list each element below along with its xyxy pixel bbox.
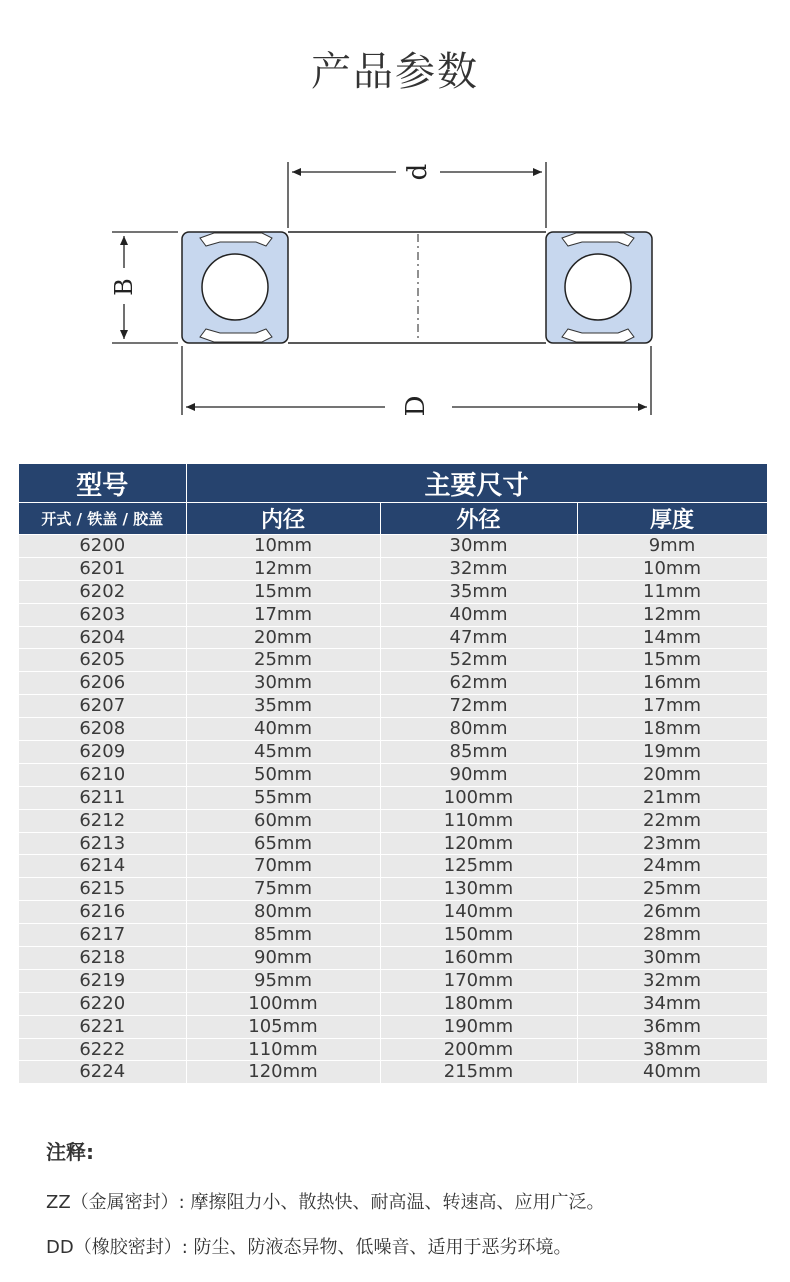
page-title: 产品参数 bbox=[311, 49, 479, 95]
outer-diameter-dimension bbox=[182, 346, 651, 416]
header-main-dims: 主要尺寸 bbox=[186, 464, 767, 503]
spec-table-body bbox=[19, 535, 767, 1084]
cell-outer: 35mm bbox=[380, 580, 577, 603]
table-row bbox=[19, 557, 767, 580]
cell-outer: 72mm bbox=[380, 695, 577, 718]
cell-inner: 10mm bbox=[186, 535, 380, 558]
cell-model: 6219 bbox=[19, 969, 186, 992]
cell-model: 6201 bbox=[19, 557, 186, 580]
cell-inner: 105mm bbox=[186, 1015, 380, 1038]
header-inner-diameter: 内径 bbox=[186, 503, 380, 535]
cell-thickness: 38mm bbox=[577, 1038, 767, 1061]
cell-outer: 47mm bbox=[380, 626, 577, 649]
table-row bbox=[19, 901, 767, 924]
cell-thickness: 26mm bbox=[577, 901, 767, 924]
cell-thickness: 14mm bbox=[577, 626, 767, 649]
cell-thickness: 32mm bbox=[577, 969, 767, 992]
cell-thickness: 25mm bbox=[577, 878, 767, 901]
cell-thickness: 20mm bbox=[577, 763, 767, 786]
cell-outer: 32mm bbox=[380, 557, 577, 580]
cell-outer: 125mm bbox=[380, 855, 577, 878]
table-row bbox=[19, 672, 767, 695]
cell-model: 6222 bbox=[19, 1038, 186, 1061]
cell-inner: 85mm bbox=[186, 924, 380, 947]
cell-inner: 55mm bbox=[186, 786, 380, 809]
cell-outer: 215mm bbox=[380, 1061, 577, 1084]
table-row bbox=[19, 603, 767, 626]
table-row bbox=[19, 924, 767, 947]
cell-thickness: 23mm bbox=[577, 832, 767, 855]
cell-outer: 160mm bbox=[380, 947, 577, 970]
cell-inner: 80mm bbox=[186, 901, 380, 924]
cell-model: 6210 bbox=[19, 763, 186, 786]
cell-thickness: 30mm bbox=[577, 947, 767, 970]
cell-outer: 110mm bbox=[380, 809, 577, 832]
table-row bbox=[19, 832, 767, 855]
cell-inner: 25mm bbox=[186, 649, 380, 672]
cell-inner: 90mm bbox=[186, 947, 380, 970]
table-row bbox=[19, 969, 767, 992]
cell-thickness: 40mm bbox=[577, 1061, 767, 1084]
cell-inner: 35mm bbox=[186, 695, 380, 718]
cell-outer: 52mm bbox=[380, 649, 577, 672]
cell-model: 6209 bbox=[19, 741, 186, 764]
cell-model: 6220 bbox=[19, 992, 186, 1015]
cell-thickness: 16mm bbox=[577, 672, 767, 695]
cell-model: 6216 bbox=[19, 901, 186, 924]
cell-thickness: 24mm bbox=[577, 855, 767, 878]
cell-model: 6207 bbox=[19, 695, 186, 718]
table-row bbox=[19, 649, 767, 672]
cell-model: 6202 bbox=[19, 580, 186, 603]
cell-outer: 190mm bbox=[380, 1015, 577, 1038]
label-D: D bbox=[401, 395, 431, 417]
cell-outer: 85mm bbox=[380, 741, 577, 764]
cell-model: 6213 bbox=[19, 832, 186, 855]
cell-inner: 100mm bbox=[186, 992, 380, 1015]
table-row bbox=[19, 947, 767, 970]
table-row bbox=[19, 535, 767, 558]
cell-outer: 80mm bbox=[380, 718, 577, 741]
label-d: d bbox=[403, 163, 433, 181]
cell-inner: 17mm bbox=[186, 603, 380, 626]
cell-model: 6221 bbox=[19, 1015, 186, 1038]
cell-outer: 150mm bbox=[380, 924, 577, 947]
cell-inner: 40mm bbox=[186, 718, 380, 741]
table-row bbox=[19, 878, 767, 901]
table-row bbox=[19, 786, 767, 809]
cell-model: 6208 bbox=[19, 718, 186, 741]
cell-model: 6224 bbox=[19, 1061, 186, 1084]
table-row bbox=[19, 1038, 767, 1061]
table-row bbox=[19, 580, 767, 603]
note-dd: DD（橡胶密封）: 防尘、防液态异物、低噪音、适用于恶劣环境。 bbox=[46, 1237, 572, 1258]
cell-thickness: 28mm bbox=[577, 924, 767, 947]
cell-thickness: 12mm bbox=[577, 603, 767, 626]
cell-thickness: 10mm bbox=[577, 557, 767, 580]
cell-inner: 12mm bbox=[186, 557, 380, 580]
cell-thickness: 19mm bbox=[577, 741, 767, 764]
table-row bbox=[19, 855, 767, 878]
cell-model: 6212 bbox=[19, 809, 186, 832]
cell-inner: 20mm bbox=[186, 626, 380, 649]
header-model: 型号 bbox=[19, 464, 186, 503]
header-outer-diameter: 外径 bbox=[380, 503, 577, 535]
bearing-diagram bbox=[0, 150, 790, 430]
table-row bbox=[19, 1015, 767, 1038]
table-row bbox=[19, 763, 767, 786]
cell-inner: 60mm bbox=[186, 809, 380, 832]
cell-model: 6200 bbox=[19, 535, 186, 558]
cell-inner: 45mm bbox=[186, 741, 380, 764]
cell-thickness: 17mm bbox=[577, 695, 767, 718]
cell-thickness: 11mm bbox=[577, 580, 767, 603]
cell-inner: 70mm bbox=[186, 855, 380, 878]
table-row bbox=[19, 809, 767, 832]
cell-model: 6214 bbox=[19, 855, 186, 878]
header-model-sub: 开式 / 铁盖 / 胶盖 bbox=[19, 503, 186, 535]
cell-outer: 120mm bbox=[380, 832, 577, 855]
cell-thickness: 18mm bbox=[577, 718, 767, 741]
table-row bbox=[19, 626, 767, 649]
header-thickness: 厚度 bbox=[577, 503, 767, 535]
table-row bbox=[19, 992, 767, 1015]
cell-thickness: 22mm bbox=[577, 809, 767, 832]
note-zz: ZZ（金属密封）: 摩擦阻力小、散热快、耐高温、转速高、应用广泛。 bbox=[46, 1192, 605, 1213]
bearing-body bbox=[182, 232, 652, 343]
label-b: B bbox=[110, 278, 138, 296]
cell-inner: 50mm bbox=[186, 763, 380, 786]
spec-table bbox=[19, 464, 768, 1084]
cell-inner: 120mm bbox=[186, 1061, 380, 1084]
cell-outer: 180mm bbox=[380, 992, 577, 1015]
cell-model: 6204 bbox=[19, 626, 186, 649]
table-row bbox=[19, 695, 767, 718]
cell-model: 6205 bbox=[19, 649, 186, 672]
notes-title: 注释: bbox=[46, 1140, 94, 1164]
cell-thickness: 21mm bbox=[577, 786, 767, 809]
cell-thickness: 34mm bbox=[577, 992, 767, 1015]
cell-outer: 170mm bbox=[380, 969, 577, 992]
cell-model: 6218 bbox=[19, 947, 186, 970]
cell-inner: 110mm bbox=[186, 1038, 380, 1061]
cell-inner: 30mm bbox=[186, 672, 380, 695]
inner-diameter-dimension bbox=[288, 162, 546, 228]
cell-model: 6211 bbox=[19, 786, 186, 809]
cell-outer: 140mm bbox=[380, 901, 577, 924]
cell-model: 6206 bbox=[19, 672, 186, 695]
cell-outer: 100mm bbox=[380, 786, 577, 809]
cell-model: 6215 bbox=[19, 878, 186, 901]
cell-inner: 15mm bbox=[186, 580, 380, 603]
cell-outer: 90mm bbox=[380, 763, 577, 786]
cell-model: 6203 bbox=[19, 603, 186, 626]
cell-outer: 130mm bbox=[380, 878, 577, 901]
table-row bbox=[19, 741, 767, 764]
cell-thickness: 36mm bbox=[577, 1015, 767, 1038]
cell-thickness: 15mm bbox=[577, 649, 767, 672]
cell-thickness: 9mm bbox=[577, 535, 767, 558]
cell-inner: 95mm bbox=[186, 969, 380, 992]
cell-model: 6217 bbox=[19, 924, 186, 947]
cell-outer: 62mm bbox=[380, 672, 577, 695]
cell-inner: 65mm bbox=[186, 832, 380, 855]
table-row bbox=[19, 718, 767, 741]
cell-inner: 75mm bbox=[186, 878, 380, 901]
cell-outer: 30mm bbox=[380, 535, 577, 558]
cell-outer: 200mm bbox=[380, 1038, 577, 1061]
table-row bbox=[19, 1061, 767, 1084]
cell-outer: 40mm bbox=[380, 603, 577, 626]
width-dimension bbox=[110, 232, 178, 343]
